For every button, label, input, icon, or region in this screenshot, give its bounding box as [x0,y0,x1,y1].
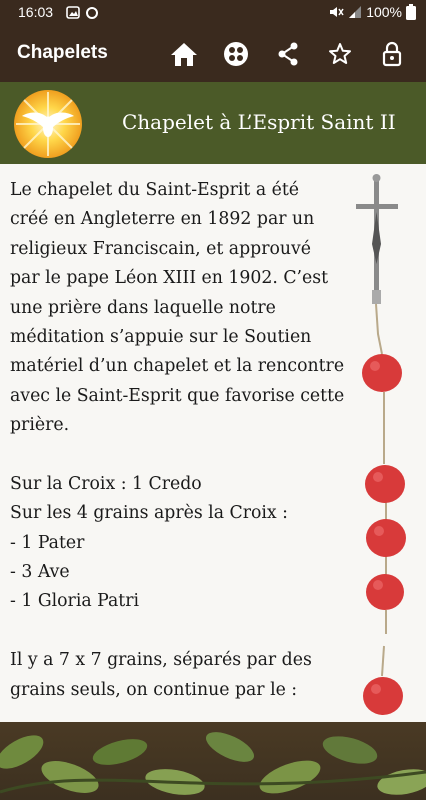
battery-percent: 100% [366,4,402,20]
text-line: Sur la Croix : 1 Credo [10,473,202,494]
dove-icon [14,90,82,158]
grid-button[interactable] [210,34,262,74]
text-line: prière. [10,415,70,436]
signal-icon [348,5,362,19]
battery-icon [406,4,416,20]
text-line: - 3 Ave [10,562,70,583]
home-icon [170,41,198,67]
text-line [10,441,390,470]
rosary-image [348,164,426,722]
app-actions [158,34,418,74]
favorite-button[interactable] [314,34,366,74]
text-line: par le pape Léon XIII en 1902. C’est [10,268,329,289]
status-bar [0,0,426,26]
text-line: Il y a 7 x 7 grains, séparés par des [10,650,312,671]
app-bar [0,26,426,82]
page-title: Chapelet à L’Esprit Saint II [122,110,396,134]
chapelet-content [0,164,426,722]
crucifix-icon [356,174,398,304]
leaves-background-image [0,722,426,800]
text-line: méditation s’appuie sur le Soutien [10,326,312,347]
share-button[interactable] [262,34,314,74]
text-line: - 1 Gloria Patri [10,591,140,612]
leaves-image [0,722,426,800]
grid-icon [223,41,249,67]
home-button[interactable] [158,34,210,74]
notification-icons [66,6,100,23]
app-title: Chapelets [17,42,108,63]
star-icon [328,42,352,66]
gallery-icon [66,6,100,20]
text-line: Sur les 4 grains après la Croix : [10,503,288,524]
text-line: Le chapelet du Saint-Esprit a été [10,180,300,200]
share-icon [276,42,300,66]
text-line: créé en Angleterre en 1892 par un [10,209,315,230]
status-time: 16:03 [18,4,54,20]
text-line: matériel d’un chapelet et la rencontre [10,356,345,377]
text-line: - 1 Pater [10,532,85,553]
text-line [10,617,390,646]
text-line: grains seuls, on continue par le : [10,679,298,700]
lock-button[interactable] [366,34,418,74]
lock-icon [381,41,403,67]
system-icons [328,4,416,20]
text-line: une prière dans laquelle notre [10,297,276,318]
mute-icon [328,5,344,19]
description-text [10,176,390,705]
text-line: religieux Franciscain, et approuvé [10,238,311,259]
holy-spirit-dove-logo [14,90,82,158]
text-line: avec le Saint-Esprit que favorise cette [10,385,345,406]
chapelet-header [0,82,426,164]
